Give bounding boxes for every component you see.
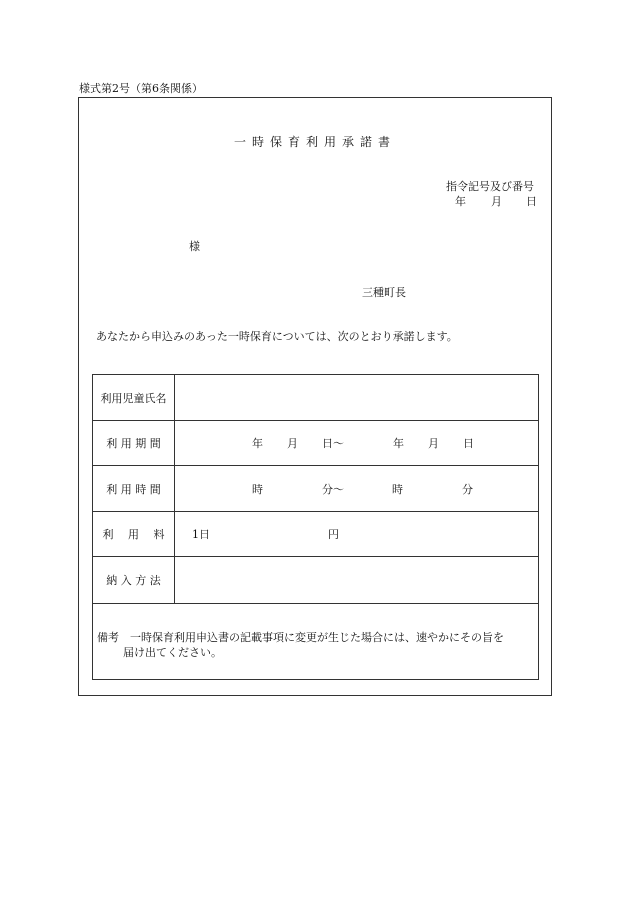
time-start-hour: 時 bbox=[252, 482, 263, 496]
row-label: 利 用 時 間 bbox=[93, 466, 175, 511]
row-payment-method bbox=[93, 557, 538, 604]
approval-statement: あなたから申込みのあった一時保育については、次のとおり承諾します。 bbox=[96, 330, 458, 343]
period-end-month: 月 bbox=[428, 437, 439, 450]
time-start-minute: 分～ bbox=[322, 482, 344, 496]
date-year: 年 bbox=[455, 195, 466, 208]
addressee-honorific: 様 bbox=[189, 240, 200, 253]
row-usage-time bbox=[93, 466, 538, 512]
period-end-day: 日 bbox=[463, 437, 474, 450]
issuer-name: 三種町長 bbox=[362, 286, 406, 299]
fee-yen-unit: 円 bbox=[328, 528, 339, 541]
date-day: 日 bbox=[526, 195, 537, 208]
document-title: 一時保育利用承諾書 bbox=[233, 135, 396, 149]
date-month: 月 bbox=[491, 195, 502, 208]
period-start-year: 年 bbox=[252, 437, 263, 450]
remarks-line-1: 備考 一時保育利用申込書の記載事項に変更が生じた場合には、速やかにその旨を bbox=[97, 631, 504, 644]
form-number-label: 様式第2号（第6条関係） bbox=[79, 82, 203, 95]
remarks bbox=[93, 604, 538, 679]
row-label: 利 用 料 bbox=[93, 512, 175, 556]
row-usage-fee bbox=[93, 512, 538, 557]
period-start-month: 月 bbox=[287, 437, 298, 450]
time-end-hour: 時 bbox=[392, 482, 403, 496]
row-usage-period bbox=[93, 421, 538, 466]
fee-per-day: 1日 bbox=[192, 528, 210, 541]
reference-number-label: 指令記号及び番号 bbox=[446, 180, 534, 193]
row-label: 利用児童氏名 bbox=[93, 375, 175, 420]
row-label: 納 入 方 法 bbox=[93, 557, 175, 603]
remarks-line-2: 届け出てください。 bbox=[123, 646, 222, 659]
time-end-minute: 分 bbox=[462, 482, 473, 496]
period-start-day: 日～ bbox=[322, 437, 344, 450]
details-table bbox=[92, 374, 539, 680]
row-label: 利 用 期 間 bbox=[93, 421, 175, 465]
period-end-year: 年 bbox=[393, 437, 404, 450]
row-child-name bbox=[93, 375, 538, 421]
